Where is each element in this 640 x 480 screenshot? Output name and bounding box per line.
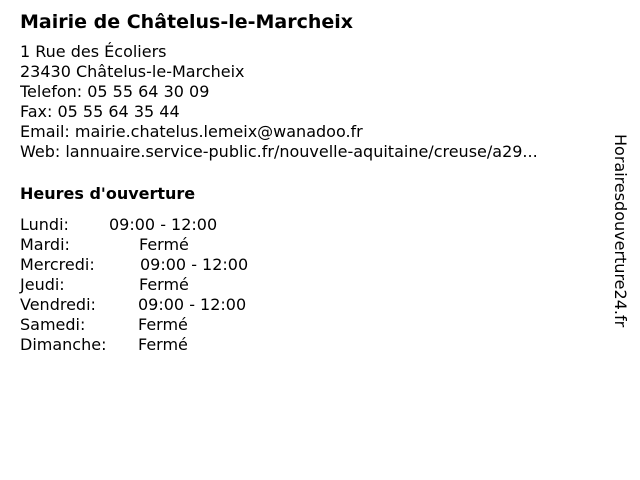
day-label: Jeudi: (20, 275, 65, 294)
email-line (20, 122, 600, 142)
hours-row-thursday (20, 275, 600, 295)
day-hours: 09:00 - 12:00 (138, 295, 247, 314)
hours-row-monday (20, 215, 600, 235)
hours-row-sunday (20, 335, 600, 355)
day-hours: Fermé (139, 235, 189, 254)
day-hours: Fermé (138, 315, 188, 334)
hours-row-saturday (20, 315, 600, 335)
email-label: Email: (20, 122, 75, 141)
web-label: Web: (20, 142, 66, 161)
day-label: Mardi: (20, 235, 70, 254)
hours-row-wednesday (20, 255, 600, 275)
place-card (20, 10, 600, 355)
day-label: Dimanche: (20, 335, 107, 354)
page-title: Mairie de Châtelus-le-Marcheix (20, 11, 354, 33)
phone-line: Telefon: 05 55 64 30 09 (20, 82, 210, 101)
web-line (20, 142, 600, 162)
day-hours: 09:00 - 12:00 (109, 215, 218, 234)
web-link[interactable]: lannuaire.service-public.fr/nouvelle-aquitaine/creuse/a29... (65, 142, 538, 161)
fax-line: Fax: 05 55 64 35 44 (20, 102, 180, 121)
day-hours: 09:00 - 12:00 (140, 255, 249, 274)
hours-heading: Heures d'ouverture (20, 184, 196, 203)
day-label: Samedi: (20, 315, 86, 334)
address-city: 23430 Châtelus-le-Marcheix (20, 62, 245, 81)
day-label: Lundi: (20, 215, 69, 234)
hours-row-tuesday (20, 235, 600, 255)
address-street: 1 Rue des Écoliers (20, 42, 167, 61)
email-link[interactable]: mairie.chatelus.lemeix@wanadoo.fr (74, 122, 363, 141)
day-label: Mercredi: (20, 255, 95, 274)
day-hours: Fermé (138, 335, 188, 354)
day-label: Vendredi: (20, 295, 96, 314)
hours-row-friday (20, 295, 600, 315)
site-watermark: Horairesdouverture24.fr (611, 134, 630, 328)
day-hours: Fermé (139, 275, 189, 294)
